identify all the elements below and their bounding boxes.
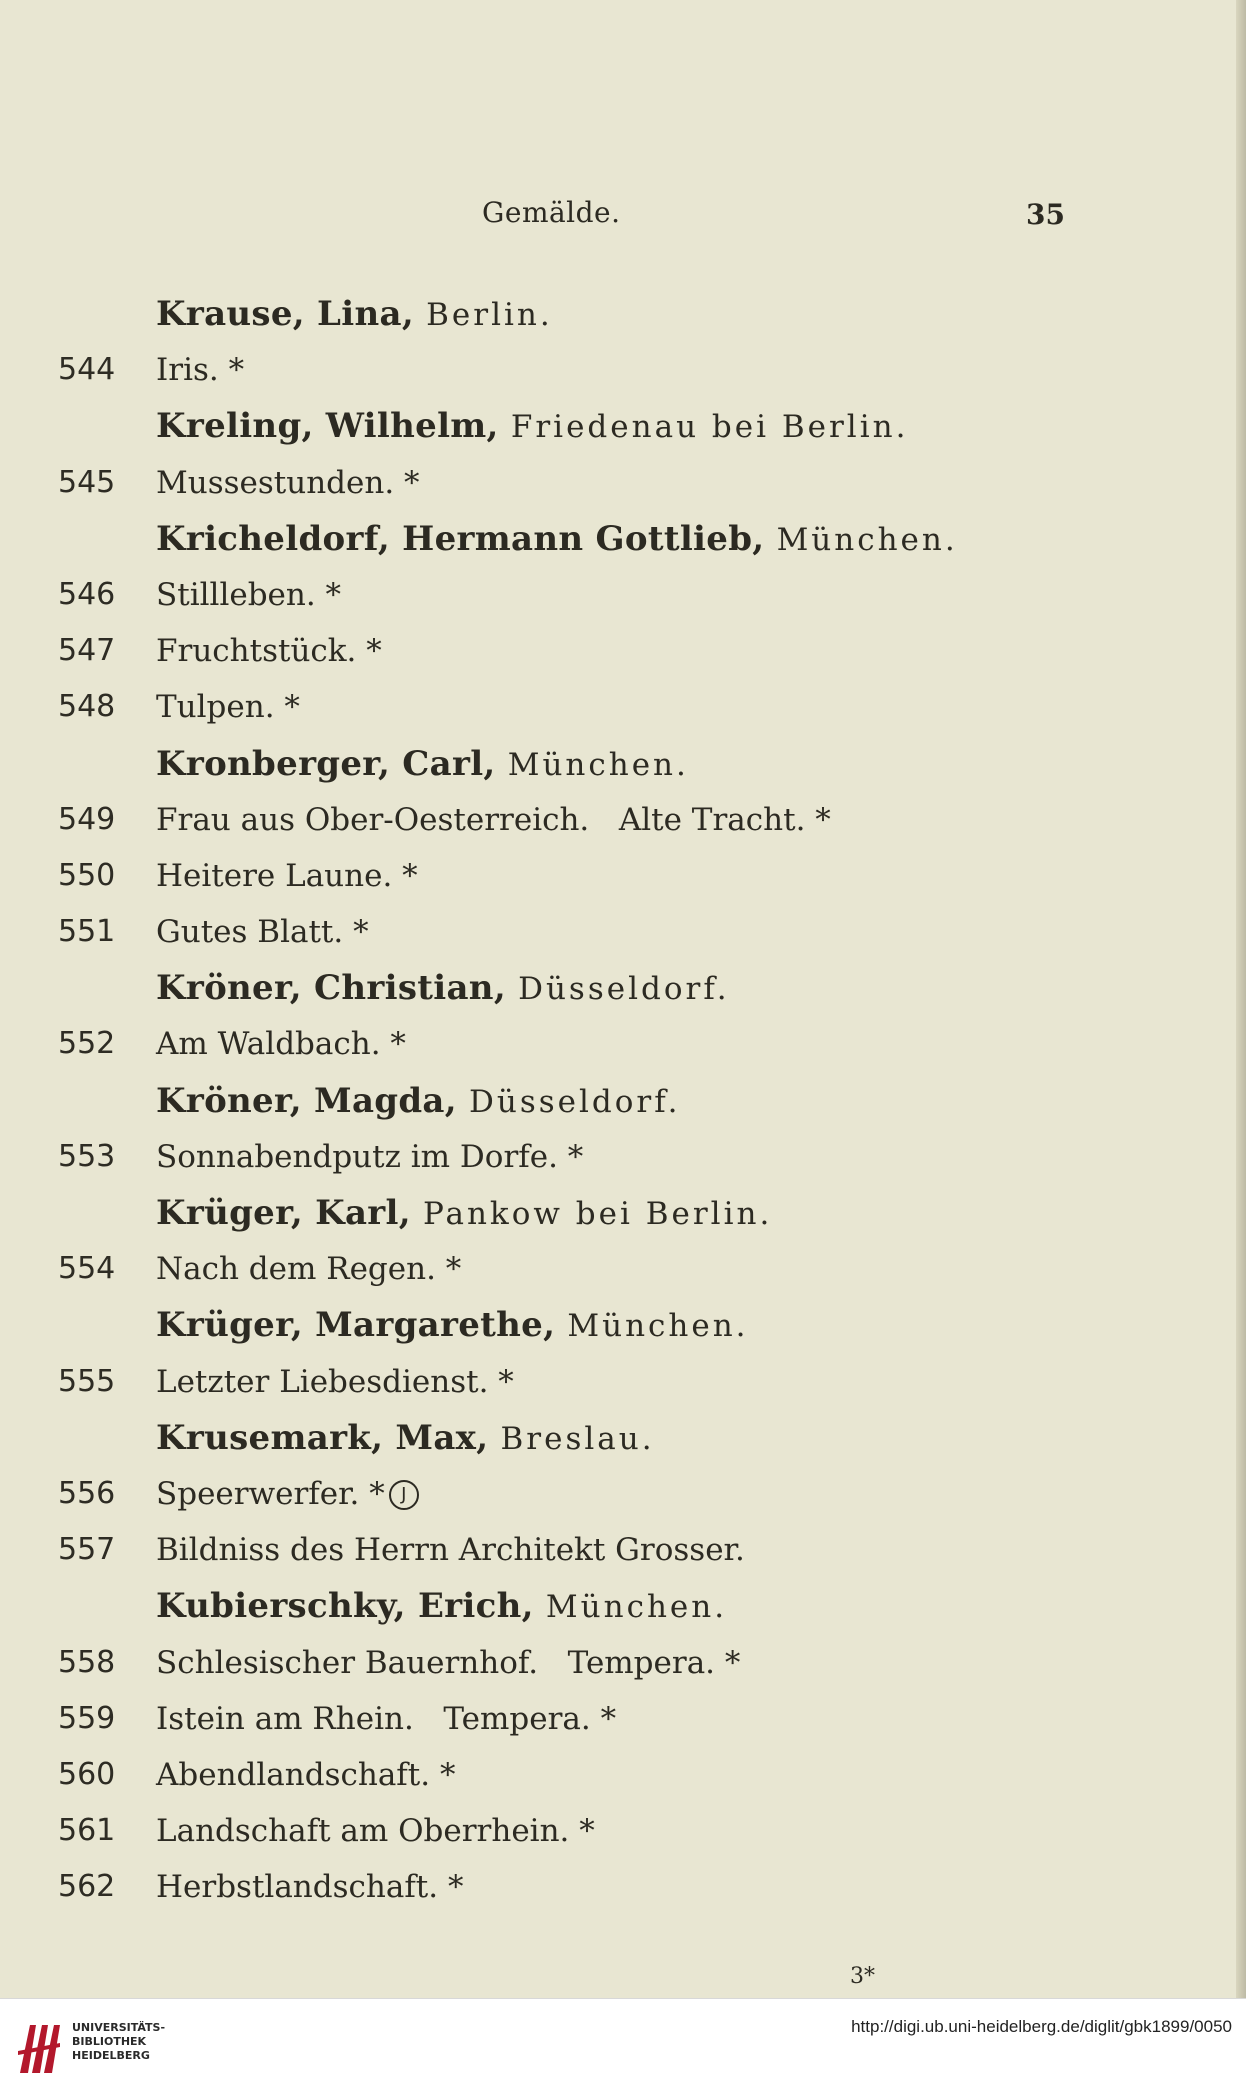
artist-city: München. bbox=[507, 746, 689, 783]
entry-number: 551 bbox=[58, 914, 116, 950]
entry-title bbox=[156, 1016, 406, 1072]
entry-number: 560 bbox=[58, 1756, 116, 1792]
entry-title-text: Schlesischer Bauernhof. Tempera. * bbox=[156, 1644, 741, 1681]
entry-title bbox=[156, 679, 300, 735]
entry-title-text: Tulpen. * bbox=[156, 689, 300, 726]
artist-heading bbox=[0, 286, 1246, 342]
catalog-entry bbox=[0, 623, 1246, 679]
entry-number: 552 bbox=[58, 1026, 116, 1062]
artist-heading bbox=[0, 960, 1246, 1016]
artist-entry bbox=[156, 1073, 680, 1130]
entry-title bbox=[156, 1354, 514, 1410]
entry-title-text: Letzter Liebesdienst. * bbox=[156, 1363, 514, 1400]
entry-title bbox=[156, 792, 831, 848]
artist-name: Kubierschky, Erich, bbox=[156, 1586, 534, 1627]
entry-title-text: Istein am Rhein. Tempera. * bbox=[156, 1700, 617, 1737]
entry-title bbox=[156, 1747, 455, 1803]
artist-city: München. bbox=[545, 1589, 728, 1626]
catalog-entry bbox=[0, 792, 1246, 848]
permalink-url[interactable]: http://digi.ub.uni-heidelberg.de/diglit/gbk1899/0050 bbox=[851, 2017, 1232, 2036]
artist-city: München. bbox=[567, 1308, 749, 1345]
catalog-entry bbox=[0, 848, 1246, 904]
catalog-entry bbox=[0, 1522, 1246, 1578]
entry-title-text: Nach dem Regen. * bbox=[156, 1251, 462, 1288]
catalog-entry bbox=[0, 904, 1246, 960]
page-header bbox=[0, 196, 1246, 236]
catalog-entry bbox=[0, 342, 1246, 398]
entry-title-text: Frau aus Ober-Oesterreich. Alte Tracht. * bbox=[156, 801, 831, 838]
catalog-entry bbox=[0, 1241, 1246, 1297]
catalog-entry bbox=[0, 1859, 1246, 1915]
artist-heading bbox=[0, 736, 1246, 792]
artist-heading bbox=[0, 1297, 1246, 1353]
artist-name: Krusemark, Max, bbox=[156, 1417, 489, 1458]
catalog-list bbox=[0, 286, 1246, 1915]
artist-entry bbox=[156, 1297, 749, 1354]
artist-name: Krüger, Margarethe, bbox=[156, 1305, 556, 1346]
entry-number: 547 bbox=[58, 633, 116, 669]
entry-title bbox=[156, 1803, 595, 1859]
artist-name: Krause, Lina, bbox=[156, 294, 414, 334]
entry-number: 549 bbox=[58, 801, 116, 837]
entry-title-text: Stillleben. * bbox=[156, 576, 342, 613]
entry-title bbox=[156, 1522, 745, 1578]
entry-number: 556 bbox=[58, 1475, 116, 1511]
entry-number: 562 bbox=[58, 1869, 116, 1905]
entry-title-text: Gutes Blatt. * bbox=[156, 914, 369, 951]
artist-entry bbox=[156, 1185, 772, 1242]
artist-city: Düsseldorf. bbox=[469, 1083, 681, 1120]
artist-city: Düsseldorf. bbox=[518, 971, 730, 1008]
artist-entry bbox=[156, 1410, 655, 1467]
library-name bbox=[72, 2021, 165, 2063]
artist-heading bbox=[0, 1073, 1246, 1129]
library-name-line: UNIVERSITÄTS- bbox=[72, 2021, 166, 2034]
entry-title bbox=[156, 1466, 419, 1522]
entry-number: 559 bbox=[58, 1700, 116, 1736]
catalog-entry bbox=[0, 1354, 1246, 1410]
artist-city: Breslau. bbox=[500, 1420, 655, 1457]
entry-number: 544 bbox=[58, 352, 116, 388]
catalog-entry bbox=[0, 1691, 1246, 1747]
signature-mark: 3* bbox=[850, 1964, 875, 1989]
catalog-entry bbox=[0, 1016, 1246, 1072]
entry-title bbox=[156, 455, 420, 511]
artist-name: Kröner, Christian, bbox=[156, 968, 506, 1009]
artist-name: Kronberger, Carl, bbox=[156, 743, 496, 784]
page-number: 35 bbox=[1026, 198, 1065, 231]
university-library-logo-icon bbox=[14, 2017, 64, 2077]
artist-name: Kröner, Magda, bbox=[156, 1080, 457, 1121]
entry-number: 553 bbox=[58, 1138, 116, 1174]
artist-heading bbox=[0, 1410, 1246, 1466]
footer-bar bbox=[0, 1998, 1246, 2089]
entry-title-text: Abendlandschaft. * bbox=[156, 1756, 456, 1793]
entry-title bbox=[156, 1635, 740, 1691]
entry-title-text: Fruchtstück. * bbox=[156, 633, 382, 670]
catalog-entry bbox=[0, 1803, 1246, 1859]
entry-number: 546 bbox=[58, 576, 116, 612]
artist-heading bbox=[0, 511, 1246, 567]
entry-title-text: Landschaft am Oberrhein. * bbox=[156, 1813, 595, 1850]
entry-title-text: Am Waldbach. * bbox=[156, 1026, 406, 1063]
artist-entry bbox=[156, 511, 958, 568]
artist-name: Kricheldorf, Hermann Gottlieb, bbox=[156, 518, 765, 559]
artist-city: Friedenau bei Berlin. bbox=[510, 409, 909, 446]
artist-entry bbox=[156, 736, 689, 793]
entry-number: 557 bbox=[58, 1532, 116, 1568]
catalog-entry bbox=[0, 1129, 1246, 1185]
artist-city: Pankow bei Berlin. bbox=[423, 1196, 773, 1232]
entry-title bbox=[156, 342, 244, 398]
entry-number: 555 bbox=[58, 1363, 116, 1399]
artist-city: München. bbox=[776, 521, 958, 558]
entry-title bbox=[156, 904, 369, 960]
entry-number: 561 bbox=[58, 1813, 116, 1849]
entry-title bbox=[156, 1129, 583, 1185]
catalog-entry bbox=[0, 1635, 1246, 1691]
running-head: Gemälde. bbox=[482, 196, 621, 229]
artist-entry bbox=[156, 960, 730, 1017]
entry-title-text: Sonnabendputz im Dorfe. * bbox=[156, 1138, 584, 1175]
catalog-entry bbox=[0, 1747, 1246, 1803]
entry-title-text: Mussestunden. * bbox=[156, 464, 420, 501]
catalog-entry bbox=[0, 567, 1246, 623]
entry-number: 558 bbox=[58, 1644, 116, 1680]
artist-entry bbox=[156, 398, 908, 455]
artist-entry bbox=[156, 286, 553, 343]
entry-number: 548 bbox=[58, 689, 116, 725]
artist-city: Berlin. bbox=[426, 297, 553, 333]
artist-name: Krüger, Karl, bbox=[156, 1193, 411, 1233]
library-name-line: BIBLIOTHEK bbox=[72, 2035, 147, 2048]
entry-title-text: Speerwerfer. * bbox=[156, 1475, 385, 1512]
artist-entry bbox=[156, 1578, 727, 1635]
entry-title-text: Iris. * bbox=[156, 352, 245, 389]
artist-heading bbox=[0, 398, 1246, 454]
artist-heading bbox=[0, 1185, 1246, 1241]
entry-title bbox=[156, 567, 341, 623]
entry-title bbox=[156, 1241, 461, 1297]
entry-number: 554 bbox=[58, 1251, 116, 1287]
entry-title bbox=[156, 848, 418, 904]
entry-title-text: Bildniss des Herrn Architekt Grosser. bbox=[156, 1532, 745, 1569]
entry-title bbox=[156, 1859, 463, 1915]
entry-number: 550 bbox=[58, 857, 116, 893]
entry-number: 545 bbox=[58, 464, 116, 500]
entry-stamp: J bbox=[389, 1480, 419, 1510]
artist-name: Kreling, Wilhelm, bbox=[156, 406, 499, 447]
entry-title-text: Heitere Laune. * bbox=[156, 857, 418, 894]
entry-title bbox=[156, 623, 382, 679]
entry-title bbox=[156, 1691, 616, 1747]
artist-heading bbox=[0, 1578, 1246, 1634]
entry-title-text: Herbstlandschaft. * bbox=[156, 1869, 464, 1906]
library-name-line: HEIDELBERG bbox=[72, 2049, 150, 2062]
catalog-entry bbox=[0, 1466, 1246, 1522]
catalog-entry bbox=[0, 679, 1246, 735]
catalog-entry bbox=[0, 455, 1246, 511]
